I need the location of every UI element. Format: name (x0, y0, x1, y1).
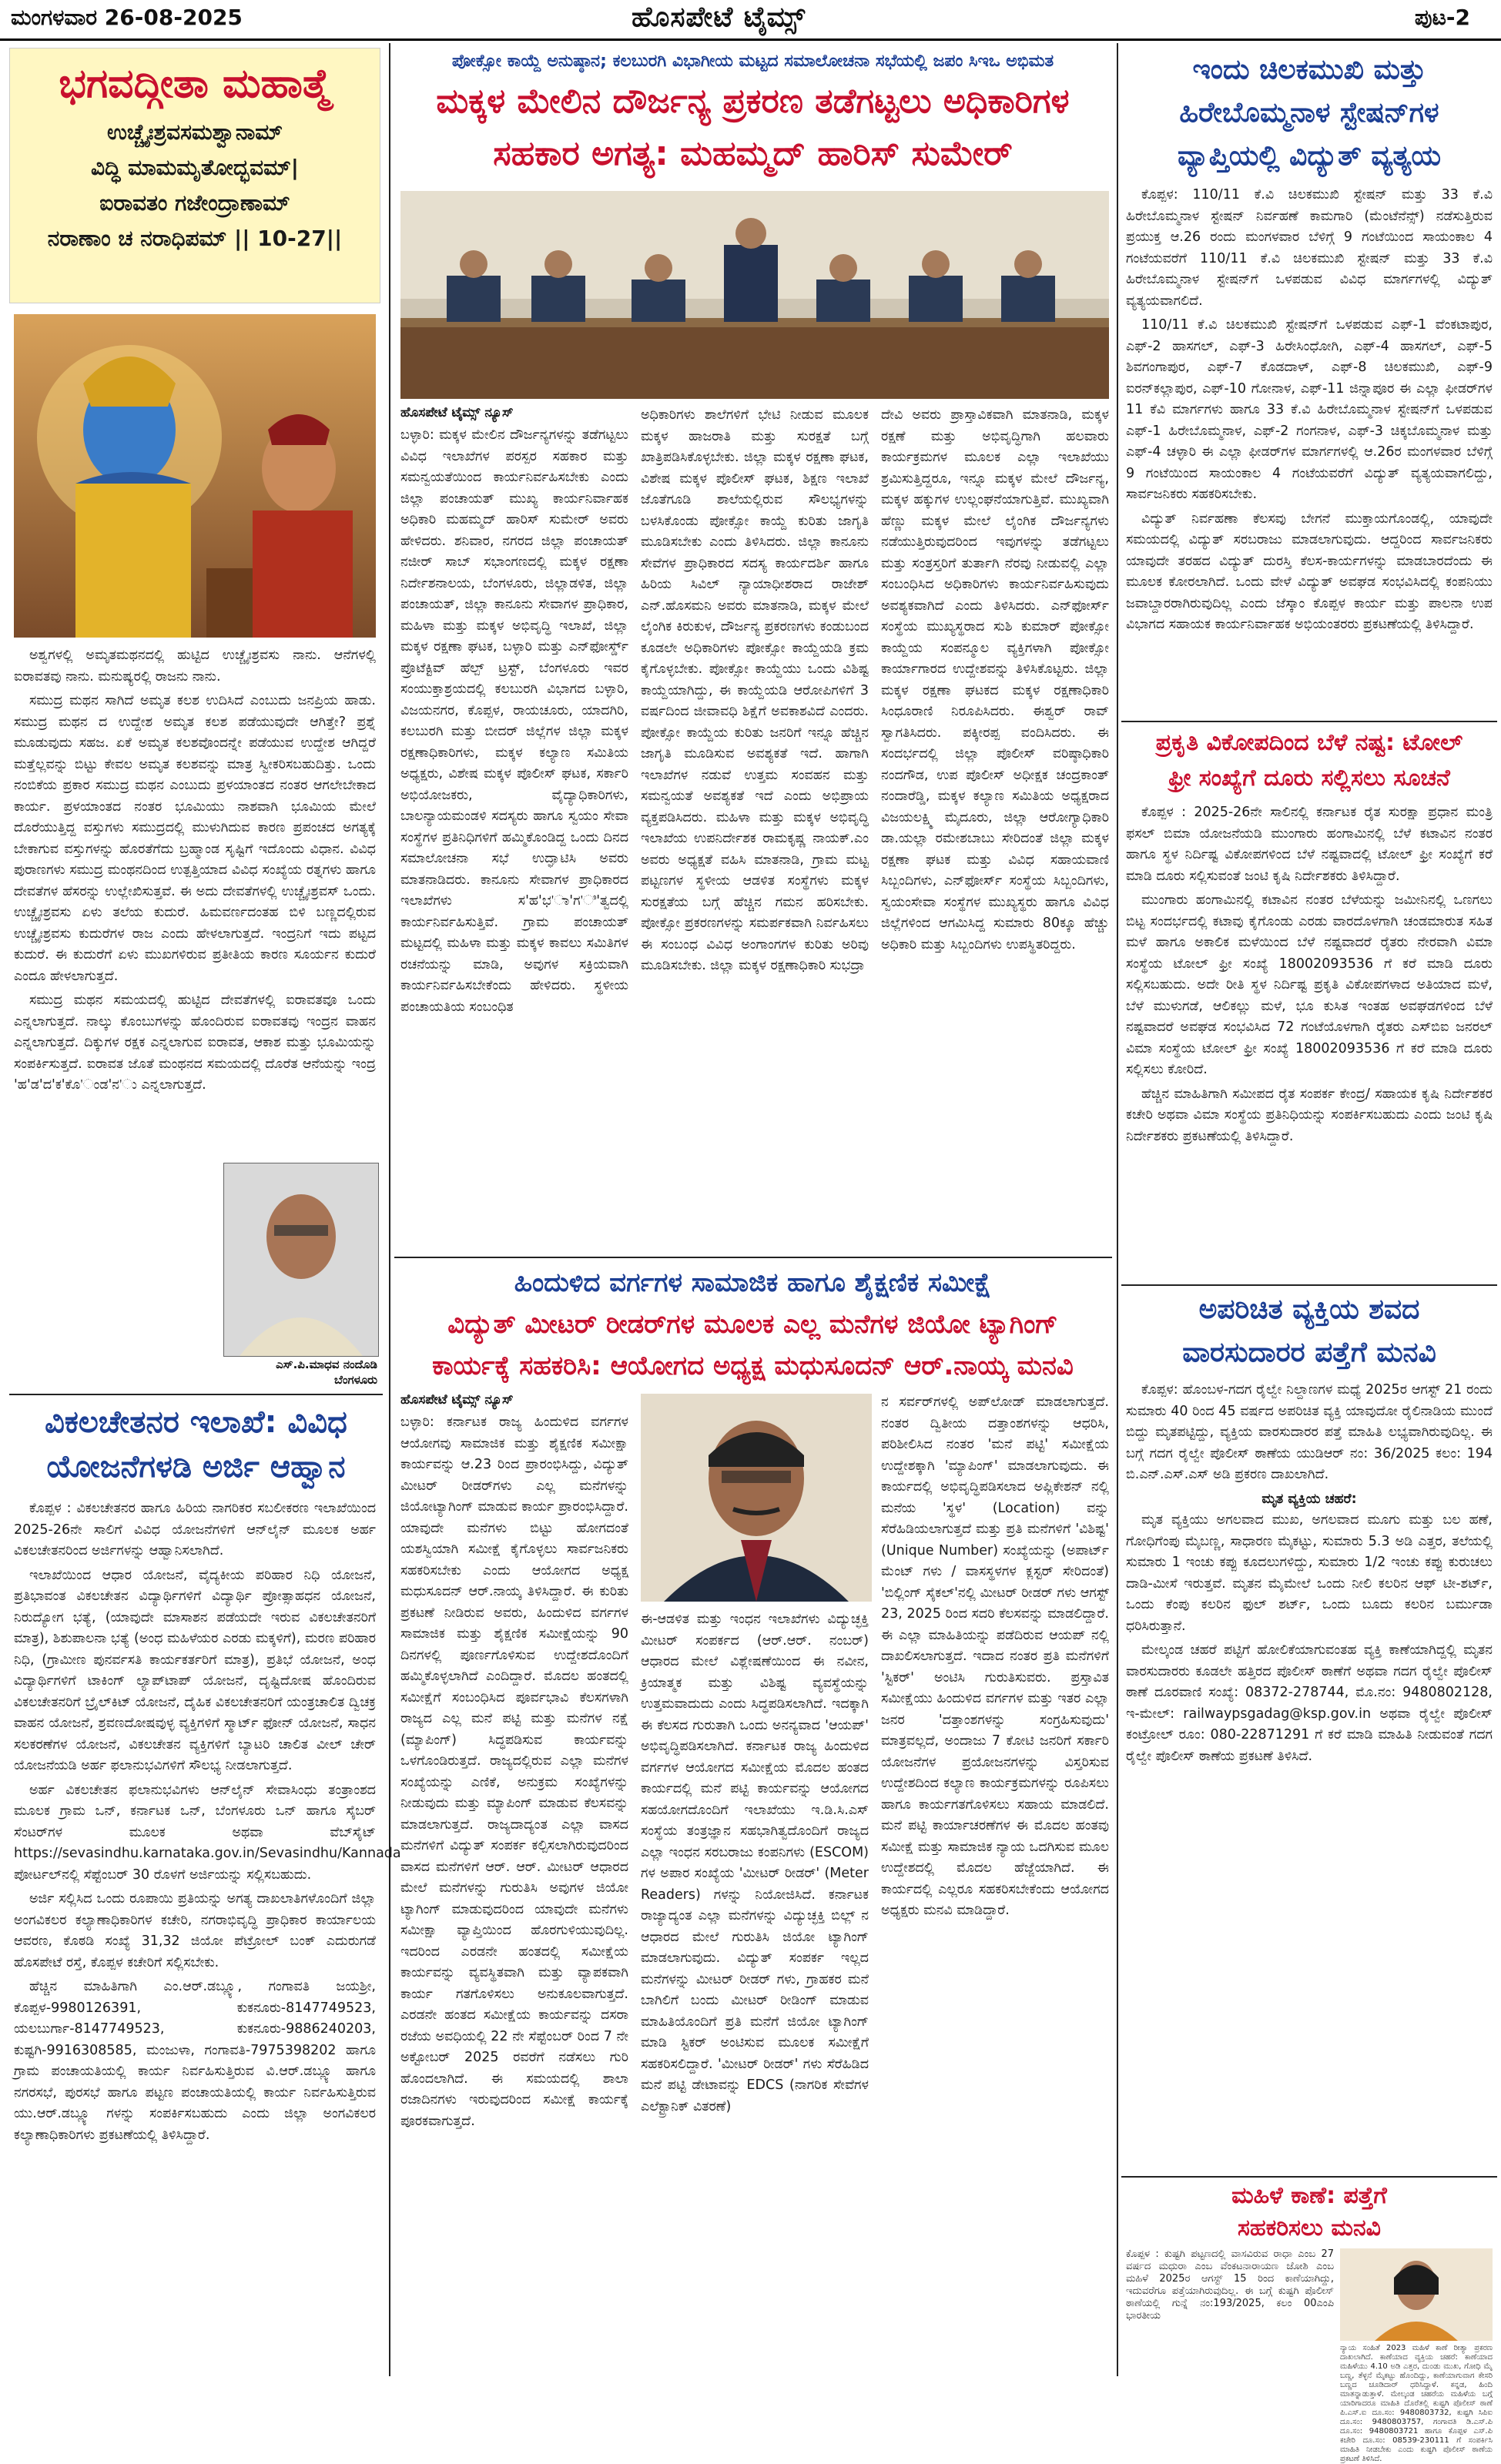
paragraph: ಕೊಪ್ಪಳ: 110/11 ಕೆ.ವಿ ಚಿಲಕಮುಖಿ ಸ್ಟೇಷನ್ ಮತ್ತು 33 ಕೆ.ವಿ ಹಿರೇಬೊಮ್ಮನಾಳ ಸ್ಟೇಷನ್ ನಿರ್ವಹಣೆ ಕಾಮಗಾರಿ (ಮೆಂಟೆನೆನ್ಸ್) ನಡೆಸುತ್ತಿರುವ ಪ್ರಯುಕ್ತ ಆ.26 ರಂದು ಮಂಗಳವಾರ ಬೆಳಿಗ್ಗೆ 9 ಗಂಟೆಯಿಂದ ಸಾಯಂಕಾಲ 4 ಗಂಟೆಯವರೆಗೆ 110/11 ಕೆ.ವಿ ಚಿಲಕಮುಖಿ ಸ್ಟೇಷನ್ ಮತ್ತು 33 ಕೆ.ವಿ ಹಿರೇಬೊಮ್ಮನಾಳ ಸ್ಟೇಷನ್‌ಗೆ ಒಳಪಡುವ ವಿವಿಧ ಮಾರ್ಗಗಳಲ್ಲಿ ವಿದ್ಯುತ್ ವ್ಯತ್ಯಯವಾಗಲಿದೆ. (1126, 187, 1493, 309)
section-divider (394, 1257, 1112, 1258)
unknown-body-text (1126, 1380, 1493, 2173)
verse-line: ಉಚ್ಚೈಃಶ್ರವಸಮಶ್ವಾನಾಮ್ (106, 119, 283, 145)
geotag-byline: ಹೊಸಪೇಟೆ ಟೈಮ್ಸ್ ನ್ಯೂಸ್ (400, 1392, 514, 1408)
power-cut-title-1: ಇಂದು ಚಿಲಕಮುಖಿ ಮತ್ತು (1192, 54, 1426, 85)
column-rule (389, 43, 390, 2376)
paragraph: ಇಲಾಖೆಯಿಂದ ಆಧಾರ ಯೋಜನೆ, ವೈದ್ಯಕೀಯ ಪರಿಹಾರ ನಿಧಿ ಯೋಜನೆ, ಪ್ರತಿಭಾವಂತ ವಿಕಲಚೇತನ ವಿದ್ಯಾರ್ಥಿಗಳಿಗೆ ವಿದ್ಯಾರ್ಥಿ ಪ್ರೋತ್ಸಾಹಧನ ಯೋಜನೆ, ನಿರುದ್ಯೋಗ ಭತ್ಯೆ, (ಯಾವುದೇ ಮಾಸಾಶನ ಪಡೆಯದೇ ಇರುವ ವಿಕಲಚೇತನರಿಗೆ ಮಾತ್ರ), ಶಿಶುಪಾಲನಾ ಭತ್ಯೆ (ಅಂಧ ಮಹಿಳೆಯರ ಎರಡು ಮಕ್ಕಳಿಗೆ), ಮರಣ ಪರಿಹಾರ ನಿಧಿ, (ಗ್ರಾಮೀಣ ಪುನರ್ವಸತಿ ಕಾರ್ಯಕರ್ತರಿಗೆ ಮಾತ್ರ), ಪ್ರತಿಭೆ ಯೋಜನೆ, ಅಂಧ ವಿದ್ಯಾರ್ಥಿಗಳಿಗೆ ಟಾಕಿಂಗ್ ಲ್ಯಾಪ್‌ಟಾಪ್ ಯೋಜನೆ, ದೃಷ್ಟಿದೋಷ ಹೊಂದಿರುವ ವಿಕಲಚೇತನರಿಗೆ ಬ್ರೈಲ್‌ಕಿಟ್ ಯೋಜನೆ, ದೈಹಿಕ ವಿಕಲಚೇತನರಿಗೆ ಯಂತ್ರಚಾಲಿತ ದ್ವಿಚಕ್ರ ವಾಹನ ಯೋಜನೆ, ಶ್ರವಣದೋಷವುಳ್ಳ ವ್ಯಕ್ತಿಗಳಿಗೆ ಸ್ಮಾರ್ಟ್ ಫೋನ್ ಯೋಜನೆ, ಸಾಧನ ಸಲಕರಣೆಗಳ ಯೋಜನೆ, ವಿಕಲಚೇತನ ವ್ಯಕ್ತಿಗಳಿಗೆ ಬ್ಯಾಟರಿ ಚಾಲಿತ ವೀಲ್ ಚೇರ್ ಯೋಜನೆಯಡಿ ಅರ್ಹ ಫಲಾನುಭವಿಗಳಿಗೆ ಸೌಲಭ್ಯ ನೀಡಲಾಗುತ್ತದೆ. (14, 1567, 376, 1773)
masthead: ಹೊಸಪೇಟೆ ಟೈಮ್ಸ್ (632, 2, 806, 33)
paragraph: ಮೃತ ವ್ಯಕ್ತಿಯು ಅಗಲವಾದ ಮುಖ, ಅಗಲವಾದ ಮೂಗು ಮತ್ತು ಬಲ ಹಣೆ, ಗೋಧಿಗೆಂಪು ಮೈಬಣ್ಣ, ಸಾಧಾರಣ ಮೈಕಟ್ಟು, ಸುಮಾರು 5.3 ಅಡಿ ಎತ್ತರ, ತಲೆಯಲ್ಲಿ ಸುಮಾರು 1 ಇಂಚು ಕಪ್ಪು ಕೂದಲುಗಳಿದ್ದು, ಸುಮಾರು 1/2 ಇಂಚು ಕಪ್ಪು ಕುರುಚಲು ದಾಡಿ-ಮೀಸೆ ಇರುತ್ತವೆ. ಮೃತನ ಮೈಮೇಲೆ ಒಂದು ನೀಲಿ ಕಲರಿನ ಆಫ್ ಟೀ-ಶರ್ಟ್, ಒಂದು ಕೆಂಪು ಕಲರಿನ ಫುಲ್ ಶರ್ಟ್, ಒಂದು ಬೂದು ಕಲರಿನ ಬರ್ಮುಡಾ ಧರಿಸಿರುತ್ತಾನೆ. (1126, 1512, 1493, 1634)
section-label: ಮೃತ ವ್ಯಕ್ತಿಯ ಚಹರೆ: (1261, 1491, 1357, 1507)
missing-woman-photo (1340, 2248, 1493, 2341)
page-header (0, 0, 1501, 41)
paragraph: ಕೊಪ್ಪಳ: ಹೊಂಬಳ-ಗದಗ ರೈಲ್ವೇ ನಿಲ್ದಾಣಗಳ ಮಧ್ಯೆ 2025ರ ಆಗಸ್ಟ್ 21 ರಂದು ಸುಮಾರು 40 ರಿಂದ 45 ವರ್ಷದ ಅಪರಿಚಿತ ವ್ಯಕ್ತಿ ಯಾವುದೋ ರೈಲಿನಾಡಿಯ ಮುಂದೆ ಬಿದ್ದು ಮೃತಪಟ್ಟಿದ್ದು, ವ್ಯಕ್ತಿಯ ವಾರಸುದಾರರ ಪತ್ತೆ ಮಾಹಿತಿ ಲಭ್ಯವಾಗಿರುವುದಿಲ್ಲ. ಈ ಬಗ್ಗೆ ಗದಗ ರೈಲ್ವೇ ಪೊಲೀಸ್ ಠಾಣೆಯ ಯುಡಿಆರ್ ನಂ: 36/2025 ಕಲಂ: 194 ಬಿ.ಎನ್.ಎಸ್.ಎಸ್ ಅಡಿ ಪ್ರಕರಣ ದಾಖಲಾಗಿದೆ. (1126, 1382, 1493, 1482)
crop-insurance-title-2: ಫ್ರೀ ಸಂಖ್ಯೆಗೆ ದೂರು ಸಲ್ಲಿಸಲು ಸೂಚನೆ (1168, 765, 1450, 792)
gita-verse (10, 115, 380, 256)
paragraph: ಹೆಚ್ಚಿನ ಮಾಹಿತಿಗಾಗಿ ಎಂ.ಆರ್.ಡಬ್ಲ್ಯೂ, ಗಂಗಾವತಿ ಜಯಶ್ರೀ, ಕೊಪ್ಪಳ-9980126391, ಕುಕನೂರು-8147749523, ಯಲಬುರ್ಗಾ-8147749523, ಕುಕನೂರು-9886240203, ಕುಷ್ಟಗಿ-9916308585, ಮಂಜುಳಾ, ಗಂಗಾವತಿ-7975398202 ಹಾಗೂ ಗ್ರಾಮ ಪಂಚಾಯತಿಯಲ್ಲಿ ಕಾರ್ಯ ನಿರ್ವಹಿಸುತ್ತಿರುವ ವಿ.ಆರ್.ಡಬ್ಲ್ಯೂ ಹಾಗೂ ನಗರಸಭೆ, ಪುರಸಭೆ ಹಾಗೂ ಪಟ್ಟಣ ಪಂಚಾಯತಿಯಲ್ಲಿ ಕಾರ್ಯ ನಿರ್ವಹಿಸುತ್ತಿರುವ ಯು.ಆರ್.ಡಬ್ಲ್ಯೂ ಗಳನ್ನು ಸಂಪರ್ಕಿಸಬಹುದು ಎಂದು ಜಿಲ್ಲಾ ಅಂಗವಿಕಲರ ಕಲ್ಯಾಣಾಧಿಕಾರಿಗಳು ಪ್ರಕಟಣೆಯಲ್ಲಿ ತಿಳಿಸಿದ್ದಾರೆ. (14, 1979, 376, 2143)
child-abuse-col-2: ಅಧಿಕಾರಿಗಳು ಶಾಲೆಗಳಿಗೆ ಭೇಟಿ ನೀಡುವ ಮೂಲಕ ಮಕ್ಕಳ ಹಾಜರಾತಿ ಮತ್ತು ಸುರಕ್ಷತೆ ಬಗ್ಗೆ ಖಾತ್ರಿಪಡಿಸಿಕೊಳ್ಳಬೇಕು. ಜಿಲ್ಲಾ ಮಕ್ಕಳ ರಕ್ಷಣಾ ಘಟಕ, ವಿಶೇಷ ಮಕ್ಕಳ ಪೊಲೀಸ್ ಘಟಕ, ಶಿಕ್ಷಣ ಇಲಾಖೆ ಜೊತೆಗೂಡಿ ಶಾಲೆಯಲ್ಲಿರುವ ಸೌಲಭ್ಯಗಳನ್ನು ಬಳಸಿಕೊಂಡು ಪೋಕ್ಸೋ ಕಾಯ್ದೆ ಕುರಿತು ಜಾಗೃತಿ ಮೂಡಿಸಬೇಕು ಎಂದು ತಿಳಿಸಿದರು. ಜಿಲ್ಲಾ ಕಾನೂನು ಸೇವೆಗಳ ಪ್ರಾಧಿಕಾರದ ಸದಸ್ಯ ಕಾರ್ಯದರ್ಶಿ ಹಾಗೂ ಹಿರಿಯ ಸಿವಿಲ್ ನ್ಯಾಯಾಧೀಶರಾದ ರಾಜೇಶ್ ಎನ್.ಹೊಸಮನಿ ಅವರು ಮಾತನಾಡಿ, ಮಕ್ಕಳ ಮೇಲೆ ಲೈಂಗಿಕ ಕಿರುಕುಳ, ದೌರ್ಜನ್ಯ ಪ್ರಕರಣಗಳು ಕಂಡುಬಂದ ಕೂಡಲೇ ಅಧಿಕಾರಿಗಳು ಪೋಕ್ಸೋ ಕಾಯ್ದೆಯಡಿ ಕ್ರಮ ಕೈಗೊಳ್ಳಬೇಕು. ಪೋಕ್ಸೋ ಕಾಯ್ದೆಯು ಒಂದು ವಿಶಿಷ್ಟ ಕಾಯ್ದೆಯಾಗಿದ್ದು, ಈ ಕಾಯ್ದೆಯಡಿ ಆರೋಪಿಗಳಿಗೆ 3 ವರ್ಷದಿಂದ ಜೀವಾವಧಿ ಶಿಕ್ಷೆಗೆ ಅವಕಾಶವಿದೆ ಎಂದರು. ಪೋಕ್ಸೋ ಕಾಯ್ದೆಯ ಕುರಿತು ಜನರಿಗೆ ಇನ್ನೂ ಹೆಚ್ಚಿನ ಜಾಗೃತಿ ಮೂಡಿಸುವ ಅವಶ್ಯಕತೆ ಇದೆ. ಹಾಗಾಗಿ ಇಲಾಖೆಗಳ ನಡುವೆ ಉತ್ತಮ ಸಂವಹನ ಮತ್ತು ಸಮನ್ವಯತೆ ಅವಶ್ಯಕತೆ ಇದೆ ಎಂದು ಅಭಿಪ್ರಾಯ ವ್ಯಕ್ತಪಡಿಸಿದರು. ಮಹಿಳಾ ಮತ್ತು ಮಕ್ಕಳ ಅಭಿವೃದ್ಧಿ ಇಲಾಖೆಯ ಉಪನಿರ್ದೇಶಕ ರಾಮಕೃಷ್ಣ ನಾಯಕ್.ಎಂ ಅವರು ಅಧ್ಯಕ್ಷತೆ ವಹಿಸಿ ಮಾತನಾಡಿ, ಗ್ರಾಮ ಮಟ್ಟ ಪಟ್ಟಣಗಳ ಸ್ಥಳೀಯ ಆಡಳಿತ ಸಂಸ್ಥೆಗಳು ಮಕ್ಕಳ ಸುರಕ್ಷತೆಯ ಬಗ್ಗೆ ಹೆಚ್ಚಿನ ಗಮನ ಹರಿಸಬೇಕು. ಪೋಕ್ಸೋ ಪ್ರಕರಣಗಳನ್ನು ಸಮರ್ಪಕವಾಗಿ ನಿರ್ವಹಿಸಲು ಈ ಸಂಬಂಧ ವಿವಿಧ ಅಂಗಾಂಗಗಳ ಕುರಿತು ಅರಿವು ಮೂಡಿಸಬೇಕು. ಜಿಲ್ಲಾ ಮಕ್ಕಳ ರಕ್ಷಣಾಧಿಕಾರಿ ಸುಭದ್ರಾ (641, 407, 869, 973)
power-cut-title-2: ಹಿರೇಬೊಮ್ಮನಾಳ ಸ್ಟೇಷನ್‌ಗಳ (1179, 97, 1439, 129)
missing-woman-body-rest: ನ್ಯಾಯ ಸಂಹಿತೆ 2023 ಮಹಿಳೆ ಕಾಣೆ ರೀತ್ಯಾ ಪ್ರಕರಣ ದಾಖಲಾಗಿದೆ. ಕಾಣೆಯಾದ ವ್ಯಕ್ತಿಯ ಚಹರೆ: ಕಾಣೆಯಾದ ಮಹಿಳೆಯು 4.10 ಅಡಿ ಎತ್ತರ, ದುಂಡು ಮುಖ, ಗೋಧಿ ಮೈ ಬಣ್ಣ, ತೆಳ್ಳನೆ ಮೈಕಟ್ಟು ಹೊಂದಿದ್ದು, ಕಾಣೆಯಾಗುವಾಗ ಕೇಸರಿ ಬಣ್ಣದ ಚೂಡಿದಾರ್ ಧರಿಸಿದ್ದಾಳೆ. ಕನ್ನಡ, ಹಿಂದಿ ಮಾತನ್ನಾಡುತ್ತಾಳೆ. ಮೇಲ್ಕಂಡ ಚಹರೆಯ ಮಹಿಳೆಯ ಬಗ್ಗೆ ಯಾರಿಗಾದರೂ ಮಾಹಿತಿ ದೊರೆತಲ್ಲಿ ಕುಷ್ಟಗಿ ಪೊಲೀಸ್ ಠಾಣೆ ಪಿ.ಎಸ್.ಐ ದೂ.ಸಂ: 9480803732, ಕುಷ್ಟಗಿ ಸಿಪಿಐ ದೂ.ಸಂ: 9480803757, ಗಂಗಾವತಿ ಡಿ.ಎಸ್.ಪಿ ದೂ.ಸಂ: 9480803721 ಹಾಗೂ ಕೊಪ್ಪಳ ಎಸ್.ಪಿ ಕಚೇರಿ ದೂ.ಸಂ: 08539-230111 ಗೆ ಸಂಪರ್ಕಿಸಿ ಮಾಹಿತಿ ನೀಡಬೇಕು ಎಂದು ಕುಷ್ಟಗಿ ಪೊಲೀಸ್ ಠಾಣೆಯ ಪ್ರಕಟಣೆ ತಿಳಿಸಿದೆ. (1340, 2344, 1493, 2463)
geotag-title-1: ಹಿಂದುಳಿದ ವರ್ಗಗಳ ಸಾಮಾಜಿಕ ಹಾಗೂ ಶೈಕ್ಷಣಿಕ ಸಮೀಕ್ಷೆ (514, 1267, 992, 1298)
missing-woman-title-2: ಸಹಕರಿಸಲು ಮನವಿ (1238, 2215, 1381, 2241)
section-divider (9, 1394, 383, 1395)
section-divider (1121, 721, 1497, 722)
paragraph: ಹೆಚ್ಚಿನ ಮಾಹಿತಿಗಾಗಿ ಸಮೀಪದ ರೈತ ಸಂಪರ್ಕ ಕೇಂದ್ರ/ ಸಹಾಯಕ ಕೃಷಿ ನಿರ್ದೇಶಕರ ಕಚೇರಿ ಅಥವಾ ವಿಮಾ ಸಂಸ್ಥೆಯ ಪ್ರತಿನಿಧಿಯನ್ನು ಸಂಪರ್ಕಿಸಬಹುದು ಎಂದು ಜಂಟಿ ಕೃಷಿ ನಿರ್ದೇಶಕರು ಪ್ರಕಟಣೆಯಲ್ಲಿ ತಿಳಿಸಿದ್ದಾರೆ. (1126, 1086, 1493, 1144)
verse-line: ಐರಾವತಂ ಗಜೇಂದ್ರಾಣಾಮ್ (99, 190, 290, 216)
gita-box (9, 48, 380, 303)
gita-article-body (14, 645, 376, 1153)
geotag-title-3: ಕಾರ್ಯಕ್ಕೆ ಸಹಕರಿಸಿ: ಆಯೋಗದ ಅಧ್ಯಕ್ಷ ಮಧುಸೂದನ್ ಆರ್.ನಾಯ್ಕ ಮನವಿ (432, 1351, 1074, 1381)
krishna-arjuna-illustration (14, 314, 376, 638)
author-photo (223, 1163, 379, 1357)
disabled-welfare-body (14, 1498, 401, 2376)
crop-insurance-title-1: ಪ್ರಕೃತಿ ವಿಕೋಪದಿಂದ ಬೆಳೆ ನಷ್ಟ: ಟೋಲ್ (1155, 729, 1463, 756)
column-rule (1117, 43, 1118, 2376)
unknown-body-title-1: ಅಪರಿಚಿತ ವ್ಯಕ್ತಿಯ ಶವದ (1198, 1294, 1420, 1325)
paragraph: ಮೇಲ್ಕಂಡ ಚಹರೆ ಪಟ್ಟಿಗೆ ಹೋಲಿಕೆಯಾಗುವಂತಹ ವ್ಯಕ್ತಿ ಕಾಣೆಯಾಗಿದ್ದಲ್ಲಿ ಮೃತನ ವಾರಸುದಾರರು ಕೂಡಲೇ ಹತ್ತಿರದ ಪೊಲೀಸ್ ಠಾಣೆಗೆ ಅಥವಾ ಗದಗ ರೈಲ್ವೇ ಪೊಲೀಸ್ ಠಾಣೆ ದೂರವಾಣಿ ಸಂಖ್ಯೆ: 08372-278744, ಮೊ.ನಂ: 9480802128, ಇ-ಮೇಲ್: railwaypsgadag@ksp.gov.in ಅಥವಾ ರೈಲ್ವೇ ಪೊಲೀಸ್ ಕಂಟ್ರೋಲ್ ರೂಂ: 080-22871291 ಗೆ ಕರೆ ಮಾಡಿ ಮಾಹಿತಿ ನೀಡುವಂತೆ ಗದಗ ರೈಲ್ವೇ ಪೊಲೀಸ್ ಠಾಣೆಯ ಪ್ರಕಟಣೆ ತಿಳಿಸಿದೆ. (1126, 1642, 1493, 1764)
geotag-col-2: ಈ-ಆಡಳಿತ ಮತ್ತು ಇಂಧನ ಇಲಾಖೆಗಳು ವಿದ್ಯುಚ್ಛಕ್ತಿ ಮೀಟರ್ ಸಂಪರ್ಕದ (ಆರ್.ಆರ್. ನಂಬರ್) ಆಧಾರದ ಮೇಲೆ ವಿಶ್ಲೇಷಣೆಯಿಂದ ಈ ನವೀನ, ಕ್ರಿಯಾತ್ಮಕ ಮತ್ತು ವಿಶಿಷ್ಟ ವ್ಯವಸ್ಥೆಯನ್ನು ಉತ್ತಮವಾದುದು ಎಂದು ಸಿದ್ಧಪಡಿಸಲಾಗಿದೆ. ಇದಕ್ಕಾಗಿ ಈ ಕೆಲಸದ ಗುರುತಾಗಿ ಒಂದು ಅನನ್ಯವಾದ 'ಆಯಪ್' ಅಭಿವೃದ್ಧಿಪಡಿಸಲಾಗಿದೆ. ಕರ್ನಾಟಕ ರಾಜ್ಯ ಹಿಂದುಳಿದ ವರ್ಗಗಳ ಆಯೋಗದ ಸಮೀಕ್ಷೆಯ ಮೊದಲ ಹಂತದ ಕಾರ್ಯದಲ್ಲಿ ಮನೆ ಪಟ್ಟಿ ಕಾರ್ಯವನ್ನು ಆಯೋಗದ ಸಹಯೋಗದೊಂದಿಗೆ ಇಲಾಖೆಯು ಇ.ಡಿ.ಸಿ.ಎಸ್ ಸಂಸ್ಥೆಯ ತಂತ್ರಜ್ಞಾನ ಸಹಭಾಗಿತ್ವದೊಂದಿಗೆ ರಾಜ್ಯದ ಎಲ್ಲಾ ಇಂಧನ ಸರಬರಾಜು ಕಂಪನಿಗಳು (ESCOM) ಗಳ ಅಪಾರ ಸಂಖ್ಯೆಯ 'ಮೀಟರ್ ರೀಡರ್' (Meter Readers) ಗಳನ್ನು ನಿಯೋಜಿಸಿದೆ. ಕರ್ನಾಟಕ ರಾಜ್ಯಾದ್ಯಂತ ಎಲ್ಲಾ ಮನೆಗಳನ್ನು ವಿದ್ಯುಚ್ಛಕ್ತಿ ಬಿಲ್ಲ್ ನ ಆಧಾರದ ಮೇಲೆ ಗುರುತಿಸಿ ಜಿಯೋ ಟ್ಯಾಗಿಂಗ್ ಮಾಡಲಾಗುವುದು. ವಿದ್ಯುತ್ ಸಂಪರ್ಕ ಇಲ್ಲದ ಮನೆಗಳನ್ನು ಮೀಟರ್ ರೀಡರ್ ಗಳು, ಗ್ರಾಹಕರ ಮನೆ ಬಾಗಿಲಿಗೆ ಬಂದು ಮೀಟರ್ ರೀಡಿಂಗ್ ಮಾಡುವ ಮಾಹಿತಿಯೊಂದಿಗೆ ಪ್ರತಿ ಮನೆಗೆ ಜಿಯೋ ಟ್ಯಾಗಿಂಗ್ ಮಾಡಿ ಸ್ಟಿಕರ್ ಅಂಟಿಸುವ ಮೂಲಕ ಸಮೀಕ್ಷೆಗೆ ಸಹಕರಿಸಲಿದ್ದಾರೆ. 'ಮೀಟರ್ ರೀಡರ್' ಗಳು ಸೆರೆಹಿಡಿದ ಮನೆ ಪಟ್ಟಿ ಡೇಟಾವನ್ನು EDCS (ನಾಗರಿಕ ಸೇವೆಗಳ ಎಲೆಕ್ಟ್ರಾನಿಕ್ ವಿತರಣೆ) (641, 1612, 869, 2114)
paragraph: ಸಮುದ್ರ ಮಥನ ಸಮಯದಲ್ಲಿ ಹುಟ್ಟಿದ ದೇವತೆಗಳಲ್ಲಿ ಐರಾವತವೂ ಒಂದು ಎನ್ನಲಾಗುತ್ತದೆ. ನಾಲ್ಕು ಕೊಂಬುಗಳನ್ನು ಹೊಂದಿರುವ ಐರಾವತವು ಇಂದ್ರನ ವಾಹನ ಎನ್ನಲಾಗುತ್ತದೆ. ದಿಕ್ಕುಗಳ ರಕ್ಷಕ ಎನ್ನಲಾಗುವ ಐರಾವತ, ಆಕಾಶ ಮತ್ತು ಭೂಮಿಯನ್ನು ಸಂಪರ್ಕಿಸುತ್ತದೆ. ಐರಾವತ ಜೊತೆ ಮಂಥನದ ಸಮಯದಲ್ಲಿ ದೊರೆತ ಆನೆಯನ್ನು ಇಂದ್ರ 'ಹ'ಡ'ದ'ಕ'ಕೊ'ಂಡ'ನ'ು ಎನ್ನಲಾಗುತ್ತದೆ. (14, 993, 376, 1093)
paragraph: ಸಮುದ್ರ ಮಥನ ಸಾಗಿದೆ ಅಮೃತ ಕಲಶ ಉದಿಸಿದೆ ಎಂಬುದು ಜನಪ್ರಿಯ ಹಾಡು. ಸಮುದ್ರ ಮಥನ ದ ಉದ್ದೇಶ ಅಮೃತ ಕಲಶ ಪಡೆಯುವುದೇ ಆಗಿತ್ತೇ? ಪ್ರಶ್ನೆ ಮೂಡುವುದು ಸಹಜ. ಏಕೆ ಅಮೃತ ಕಲಶವೊಂದನ್ನೇ ಪಡೆಯುವ ಉದ್ದೇಶ ಆಗಿದ್ದರೆ ಮತ್ತೆಲ್ಲವನ್ನು ಬಿಟ್ಟು ಕೇವಲ ಅಮೃತ ಕಲಶವನ್ನು ಮಾತ್ರ ಸ್ವೀಕರಿಸಬಹುದಿತ್ತು. ಒಂದು ನಂಬಿಕೆಯ ಪ್ರಕಾರ ಸಮುದ್ರ ಮಥನ ಎಂಬುದು ಪ್ರಳಯಾಂತದ ನಂತರ ಆಗಲೇಬೇಕಾದ ಕಾರ್ಯ. ಪ್ರಳಯಾಂತದ ನಂತರ ಭೂಮಿಯು ನಾಶವಾಗಿ ಭೂಮಿಯ ಮೇಲೆ ದೊರೆಯುತ್ತಿದ್ದ ವಸ್ತುಗಳು ಸಮುದ್ರದಲ್ಲಿ ಮುಳುಗಿದುವ ಕಾರಣ ಪ್ರಪಂಚದ ಅಗತ್ಯಕ್ಕೆ ಬೇಕಾಗುವ ವಸ್ತುಗಳನ್ನು ಹೊರತೆಗೆದು ಬ್ರಹ್ಮಾಂಡ ಸೃಷ್ಟಿಗೆ ಇದೊಂದು ವಿಧಾನ. ವಿವಿಧ ಪುರಾಣಗಳು ಸಮುದ್ರ ಮಂಥನದಿಂದ ಉತ್ಪತ್ತಿಯಾದ ವಿವಿಧ ಸಂಖ್ಯೆಯ ರತ್ನಗಳು ಹಾಗೂ ದೇವತೆಗಳ ಹೆಸರನ್ನು ಉಲ್ಲೇಖಿಸುತ್ತವೆ. ಈ ಅದು ದೇವತೆಗಳಲ್ಲಿ ಉಚ್ಚೈಃಶ್ರವಸ್ ಒಂದು. ಉಚ್ಚೈಃಶ್ರವಸು ಏಳು ತಲೆಯ ಕುದುರೆ. ಹಿಮವರ್ಣದಂತಹ ಬಿಳಿ ಬಣ್ಣದಲ್ಲಿರುವ ಉಚ್ಚೈಃಶ್ರವಸು ಕುದುರೆಗಳ ರಾಜ ಎಂದು ಹೇಳಲಾಗುತ್ತದೆ. ಇಂದ್ರನಿಗೆ ಇದು ಪಟ್ಟದ ಕುದುರೆ. ಈ ಕುದುರೆಗೆ ಏಳು ಮುಖಗಳಿರುವ ಪ್ರತೀತಿಯ ಕಾರಣ ಸೂರ್ಯನ ಕುದುರೆ ಎಂದೂ ಹೇಳಲಾಗುತ್ತದೆ. (14, 693, 376, 984)
geotag-col-3: ನ ಸರ್ವರ್‌ಗಳಲ್ಲಿ ಅಪ್‌ಲೋಡ್ ಮಾಡಲಾಗುತ್ತದೆ. ನಂತರ ದ್ವಿತೀಯ ದತ್ತಾಂಶಗಳನ್ನು ಆಧರಿಸಿ, ಪರಿಶೀಲಿಸಿದ ನಂತರ 'ಮನೆ ಪಟ್ಟಿ' ಸಮೀಕ್ಷೆಯ ಉದ್ದೇಶಕ್ಕಾಗಿ 'ಮ್ಯಾಪಿಂಗ್' ಮಾಡಲಾಗುವುದು. ಈ ಕಾರ್ಯದಲ್ಲಿ ಅಭಿವೃದ್ಧಿಪಡಿಸಲಾದ ಅಪ್ಲಿಕೇಶನ್ ನಲ್ಲಿ ಮನೆಯ 'ಸ್ಥಳ' (Location) ವನ್ನು ಸೆರೆಹಿಡಿಯಲಾಗುತ್ತದೆ ಮತ್ತು ಪ್ರತಿ ಮನೆಗಳಿಗೆ 'ವಿಶಿಷ್ಟ' (Unique Number) ಸಂಖ್ಯೆಯನ್ನು (ಅಪಾರ್ಟ್ ಮೆಂಟ್ ಗಳು / ವಾಸಸ್ಥಳಗಳ ಕ್ಲಸ್ಟರ್ ಸೇರಿದಂತೆ) 'ಬಿಲ್ಲಿಂಗ್ ಸೈಕಲ್'ನಲ್ಲಿ ಮೀಟರ್ ರೀಡರ್ ಗಳು ಆಗಸ್ಟ್ 23, 2025 ರಿಂದ ಸದರಿ ಕೆಲಸವನ್ನು ಮಾಡಲಿದ್ದಾರೆ. ಈ ಎಲ್ಲಾ ಮಾಹಿತಿಯನ್ನು ಪಡೆದಿರುವ ಆಯಪ್ ನಲ್ಲಿ ದಾಖಲಿಸಲಾಗುತ್ತದೆ. ಇದಾದ ನಂತರ ಪ್ರತಿ ಮನೆಗಳಿಗೆ 'ಸ್ಟಿಕರ್' ಅಂಟಿಸಿ ಗುರುತಿಸುವರು. ಪ್ರಸ್ತಾವಿತ ಸಮೀಕ್ಷೆಯು ಹಿಂದುಳಿದ ವರ್ಗಗಳ ಮತ್ತು ಇತರ ಎಲ್ಲಾ ಜನರ 'ದತ್ತಾಂಶಗಳನ್ನು ಸಂಗ್ರಹಿಸುವುದು' ಮಾತ್ರವಲ್ಲದೆ, ಅಂದಾಜು 7 ಕೋಟಿ ಜನರಿಗೆ ಸರ್ಕಾರಿ ಯೋಜನೆಗಳ ಪ್ರಯೋಜನಗಳನ್ನು ವಿಸ್ತರಿಸುವ ಉದ್ದೇಶದಿಂದ ಕಲ್ಯಾಣ ಕಾರ್ಯಕ್ರಮಗಳನ್ನು ರೂಪಿಸಲು ಹಾಗೂ ಕಾರ್ಯಗತಗೊಳಿಸಲು ಸಹಾಯ ಮಾಡಲಿದೆ. ಮನೆ ಪಟ್ಟಿ ಕಾರ್ಯಾಚರಣೆಗಳ ಈ ಮೊದಲ ಹಂತವು ಸಮೀಕ್ಷೆ ಮತ್ತು ಸಾಮಾಜಿಕ ನ್ಯಾಯ ಒದಗಿಸುವ ಮೂಲ ಉದ್ದೇಶದಲ್ಲಿ ಮೊದಲ ಹೆಜ್ಜೆಯಾಗಿದೆ. ಈ ಕಾರ್ಯದಲ್ಲಿ ಎಲ್ಲರೂ ಸಹಕರಿಸಬೇಕೆಂದು ಆಯೋಗದ ಅಧ್ಯಕ್ಷರು ಮನವಿ ಮಾಡಿದ್ದಾರೆ. (881, 1394, 1110, 1918)
paragraph: ವಿದ್ಯುತ್ ನಿರ್ವಹಣಾ ಕೆಲಸವು ಬೇಗನೆ ಮುಕ್ತಾಯಗೊಂಡಲ್ಲಿ, ಯಾವುದೇ ಸಮಯದಲ್ಲಿ ವಿದ್ಯುತ್ ಸರಬರಾಜು ಮಾಡಲಾಗುವುದು. ಆದ್ದರಿಂದ ಸಾರ್ವಜನಿಕರು ಯಾವುದೇ ತರಹದ ವಿದ್ಯುತ್ ದುರಸ್ತಿ ಕೆಲಸ-ಕಾರ್ಯಗಳನ್ನು ಮಾಡಬಾರದೆಂದು ಈ ಮೂಲಕ ಕೋರಲಾಗಿದೆ. ಒಂದು ವೇಳೆ ವಿದ್ಯುತ್ ಅವಘಡ ಸಂಭವಿಸಿದಲ್ಲಿ ಕಂಪನಿಯು ಜವಾಬ್ದಾರರಾಗಿರುವುದಿಲ್ಲ ಎಂದು ಜೆಸ್ಕಾಂ ಕೊಪ್ಪಳ ಕಾರ್ಯ ಮತ್ತು ಪಾಲನಾ ಉಪ ವಿಭಾಗದ ಸಹಾಯಕ ಕಾರ್ಯನಿರ್ವಾಹಕ ಅಭಿಯಂತರರು ಪ್ರಕಟಣೆಯಲ್ಲಿ ತಿಳಿಸಿದ್ದಾರೆ. (1126, 511, 1493, 632)
geotag-title-2: ವಿದ್ಯುತ್ ಮೀಟರ್ ರೀಡರ್‌ಗಳ ಮೂಲಕ ಎಲ್ಲ ಮನೆಗಳ ಜಿಯೋ ಟ್ಯಾಗಿಂಗ್ (447, 1309, 1058, 1340)
missing-woman-body-top: ಕೊಪ್ಪಳ : ಕುಷ್ಟಗಿ ಪಟ್ಟಣದಲ್ಲಿ ವಾಸವಿರುವ ರಾಧಾ ಎಂಬ 27 ವರ್ಷದ ಮಧುರಾ ಎಂಬ ವೆಂಕಟನಾರಾಯಣ ಜೋಶಿ ಎಂಬ ಮಹಿಳೆ 2025ರ ಆಗಸ್ಟ್ 15 ರಿಂದ ಕಾಣೆಯಾಗಿದ್ದು, ಇದುವರೆಗೂ ಪತ್ತೆಯಾಗಿರುವುದಿಲ್ಲ. ಈ ಬಗ್ಗೆ ಕುಷ್ಟಗಿ ಪೊಲೀಸ್ ಠಾಣೆಯಲ್ಲಿ ಗುನ್ನೆ ನಂ:193/2025, ಕಲಂ 00ಎಂಪಿ ಭಾರತೀಯ (1126, 2248, 1334, 2322)
paragraph: ಕೊಪ್ಪಳ : ವಿಕಲಚೇತನರ ಹಾಗೂ ಹಿರಿಯ ನಾಗರಿಕರ ಸಬಲೀಕರಣ ಇಲಾಖೆಯಿಂದ 2025-26ನೇ ಸಾಲಿಗೆ ವಿವಿಧ ಯೋಜನೆಗಳಿಗೆ ಆನ್‌ಲೈನ್ ಮೂಲಕ ಅರ್ಹ ವಿಕಲಚೇತನರಿಂದ ಅರ್ಜಿಗಳನ್ನು ಆಹ್ವಾನಿಸಲಾಗಿದೆ. (14, 1501, 376, 1558)
author-caption: ಎಸ್.ಪಿ.ಮಾಧವ ನಂದೊಡಿ ಬೆಂಗಳೂರು (276, 1358, 377, 1387)
child-abuse-title-1: ಮಕ್ಕಳ ಮೇಲಿನ ದೌರ್ಜನ್ಯ ಪ್ರಕರಣ ತಡೆಗಟ್ಟಲು ಅಧಿಕಾರಿಗಳ (436, 82, 1070, 121)
child-abuse-title-2: ಸಹಕಾರ ಅಗತ್ಯ: ಮಹಮ್ಮದ್ ಹಾರಿಸ್ ಸುಮೇರ್ (493, 134, 1013, 173)
geotag-col-1: ಬಳ್ಳಾರಿ: ಕರ್ನಾಟಕ ರಾಜ್ಯ ಹಿಂದುಳಿದ ವರ್ಗಗಳ ಆಯೋಗವು ಸಾಮಾಜಿಕ ಮತ್ತು ಶೈಕ್ಷಣಿಕ ಸಮೀಕ್ಷಾ ಕಾರ್ಯವನ್ನು ಆ.23 ರಿಂದ ಪ್ರಾರಂಭಿಸಿದ್ದು, ವಿದ್ಯುತ್ ಮೀಟರ್ ರೀಡರ್‌ಗಳು ಎಲ್ಲ ಮನೆಗಳನ್ನು ಜಿಯೋಟ್ಯಾಗಿಂಗ್ ಮಾಡುವ ಕಾರ್ಯ ಪ್ರಾರಂಭಿಸಿದ್ದಾರೆ. ಯಾವುದೇ ಮನೆಗಳು ಬಿಟ್ಟು ಹೋಗದಂತೆ ಯಶಸ್ವಿಯಾಗಿ ಸಮೀಕ್ಷೆ ಕೈಗೊಳ್ಳಲು ಸಾರ್ವಜನಿಕರು ಸಹಕರಿಸಬೇಕು ಎಂದು ಆಯೋಗದ ಅಧ್ಯಕ್ಷ ಮಧುಸೂದನ್ ಆರ್.ನಾಯ್ಕ ತಿಳಿಸಿದ್ದಾರೆ. ಈ ಕುರಿತು ಪ್ರಕಟಣೆ ನೀಡಿರುವ ಅವರು, ಹಿಂದುಳಿದ ವರ್ಗಗಳ ಸಾಮಾಜಿಕ ಮತ್ತು ಶೈಕ್ಷಣಿಕ ಸಮೀಕ್ಷೆಯನ್ನು 90 ದಿನಗಳಲ್ಲಿ ಪೂರ್ಣಗೊಳಿಸುವ ಉದ್ದೇಶದೊಂದಿಗೆ ಹಮ್ಮಿಕೊಳ್ಳಲಾಗಿದೆ ಎಂದಿದ್ದಾರೆ. ಮೊದಲ ಹಂತದಲ್ಲಿ ಸಮೀಕ್ಷೆಗೆ ಸಂಬಂಧಿಸಿದ ಪೂರ್ವಭಾವಿ ಕೆಲಸಗಳಾಗಿ ರಾಜ್ಯದ ಎಲ್ಲ ಮನೆ ಪಟ್ಟಿ ಮತ್ತು ಮನೆಗಳ ನಕ್ಷೆ (ಮ್ಯಾಪಿಂಗ್) ಸಿದ್ಧಪಡಿಸುವ ಕಾರ್ಯವನ್ನು ಒಳಗೊಂಡಿರುತ್ತದೆ. ರಾಜ್ಯದಲ್ಲಿರುವ ಎಲ್ಲಾ ಮನೆಗಳ ಸಂಖ್ಯೆಯನ್ನು ಎಣಿಕೆ, ಅನುಕ್ರಮ ಸಂಖ್ಯೆಗಳನ್ನು ನೀಡುವುದು ಮತ್ತು ಮ್ಯಾಪಿಂಗ್ ಮಾಡುವ ಕೆಲಸವನ್ನು ಮಾಡಲಾಗುತ್ತದೆ. ರಾಜ್ಯದಾದ್ಯಂತ ಎಲ್ಲಾ ವಾಸದ ಮನೆಗಳಿಗೆ ವಿದ್ಯುತ್ ಸಂಪರ್ಕ ಕಲ್ಪಿಸಲಾಗಿರುವುದರಿಂದ ವಾಸದ ಮನೆಗಳಿಗೆ ಆರ್. ಆರ್. ಮೀಟರ್ ಆಧಾರದ ಮೇಲೆ ಮನೆಗಳನ್ನು ಗುರುತಿಸಿ ಅವುಗಳ ಜಿಯೋ ಟ್ಯಾಗಿಂಗ್ ಮಾಡುವುದರಿಂದ ಯಾವುದೇ ಮನೆಗಳು ಸಮೀಕ್ಷಾ ವ್ಯಾಪ್ತಿಯಿಂದ ಹೊರಗುಳಿಯುವುದಿಲ್ಲ. ಇದರಿಂದ ಎರಡನೇ ಹಂತದಲ್ಲಿ ಸಮೀಕ್ಷೆಯ ಕಾರ್ಯವನ್ನು ವ್ಯವಸ್ಥಿತವಾಗಿ ಮತ್ತು ವ್ಯಾಪಕವಾಗಿ ಕಾರ್ಯ ಗತಗೊಳಿಸಲು ಅನುಕೂಲವಾಗುತ್ತದೆ. ಎರಡನೇ ಹಂತದ ಸಮೀಕ್ಷೆಯ ಕಾರ್ಯವನ್ನು ದಸರಾ ರಜೆಯ ಅವಧಿಯಲ್ಲಿ 22 ನೇ ಸೆಪ್ಟೆಂಬರ್ ರಿಂದ 7 ನೇ ಅಕ್ಟೋಬರ್ 2025 ರವರೆಗೆ ನಡೆಸಲು ಗುರಿ ಹೊಂದಲಾಗಿದೆ. ಈ ಸಮಯದಲ್ಲಿ ಶಾಲಾ ರಜಾದಿನಗಳು ಇರುವುದರಿಂದ ಸಮೀಕ್ಷೆ ಕಾರ್ಯಕ್ಕೆ ಪೂರಕವಾಗುತ್ತದೆ. (400, 1414, 628, 2129)
missing-woman-title-1: ಮಹಿಳೆ ಕಾಣೆ: ಪತ್ತೆಗೆ (1231, 2182, 1387, 2209)
chairman-photo (641, 1394, 872, 1602)
crop-insurance-body (1126, 802, 1493, 1280)
child-abuse-kicker: ಪೋಕ್ಸೋ ಕಾಯ್ದೆ ಅನುಷ್ಠಾನ; ಕಲಬುರಗಿ ವಿಭಾಗೀಯ ಮಟ್ಟದ ಸಮಾಲೋಚನಾ ಸಭೆಯಲ್ಲಿ ಜಪಂ ಸಿಇಒ ಅಭಿಮತ (451, 52, 1054, 71)
section-divider (1121, 1284, 1497, 1286)
paragraph: ಅಶ್ವಗಳಲ್ಲಿ ಅಮೃತಮಥನದಲ್ಲಿ ಹುಟ್ಟಿದ ಉಚ್ಚೈಃಶ್ರವಸು ನಾನು. ಆನೆಗಳಲ್ಲಿ ಐರಾವತವು ನಾನು. ಮನುಷ್ಯರಲ್ಲಿ ರಾಜನು ನಾನು. (14, 648, 376, 685)
issue-date: ಮಂಗಳವಾರ 26-08-2025 (11, 5, 243, 30)
paragraph: ಅರ್ಜಿ ಸಲ್ಲಿಸಿದ ಒಂದು ರೂಪಾಯಿ ಪ್ರತಿಯನ್ನು ಅಗತ್ಯ ದಾಖಲಾತಿಗಳೊಂದಿಗೆ ಜಿಲ್ಲಾ ಅಂಗವಿಕಲರ ಕಲ್ಯಾಣಾಧಿಕಾರಿಗಳ ಕಚೇರಿ, ನಗರಾಭಿವೃದ್ಧಿ ಪ್ರಾಧಿಕಾರ ಕಾರ್ಯಾಲಯ ಆವರಣ, ಕೊಠಡಿ ಸಂಖ್ಯೆ 31,32 ಜಿಯೋ ಪೆಟ್ರೋಲ್ ಬಂಕ್ ಎದುರುಗಡೆ ಹೊಸಪೇಟೆ ರಸ್ತೆ, ಕೊಪ್ಪಳ ಕಚೇರಿಗೆ ಸಲ್ಲಿಸಬೇಕು. (14, 1891, 376, 1970)
meeting-photo (400, 191, 1109, 399)
child-abuse-col-1: ಬಳ್ಳಾರಿ: ಮಕ್ಕಳ ಮೇಲಿನ ದೌರ್ಜನ್ಯಗಳನ್ನು ತಡೆಗಟ್ಟಲು ವಿವಿಧ ಇಲಾಖೆಗಳ ಪರಸ್ಪರ ಸಹಕಾರ ಮತ್ತು ಸಮನ್ವಯತೆಯಿಂದ ಕಾರ್ಯನಿರ್ವಹಿಸಬೇಕು ಎಂದು ಜಿಲ್ಲಾ ಪಂಚಾಯತ್ ಮುಖ್ಯ ಕಾರ್ಯನಿರ್ವಾಹಕ ಅಧಿಕಾರಿ ಮಹಮ್ಮದ್ ಹಾರಿಸ್ ಸುಮೇರ್ ಅವರು ಹೇಳಿದರು. ಶನಿವಾರ, ನಗರದ ಜಿಲ್ಲಾ ಪಂಚಾಯತ್ ನಜೀರ್ ಸಾಬ್ ಸಭಾಂಗಣದಲ್ಲಿ ಮಕ್ಕಳ ರಕ್ಷಣಾ ನಿರ್ದೇಶನಾಲಯ, ಬೆಂಗಳೂರು, ಜಿಲ್ಲಾಡಳಿತ, ಜಿಲ್ಲಾ ಪಂಚಾಯತ್, ಜಿಲ್ಲಾ ಕಾನೂನು ಸೇವಾಗಳ ಪ್ರಾಧಿಕಾರ, ಮಹಿಳಾ ಮತ್ತು ಮಕ್ಕಳ ಅಭಿವೃದ್ಧಿ ಇಲಾಖೆ, ಜಿಲ್ಲಾ ಮಕ್ಕಳ ರಕ್ಷಣಾ ಘಟಕ, ಬಳ್ಳಾರಿ ಮತ್ತು ಎನ್‌ಫೋರ್ಸ್ಡ್ ಪ್ರೊಟೆಕ್ಟಿವ್ ಹೆಲ್ಪ್ ಟ್ರಸ್ಟ್, ಬೆಂಗಳೂರು ಇವರ ಸಂಯುಕ್ತಾಶ್ರಯದಲ್ಲಿ ಕಲಬುರಗಿ ವಿಭಾಗದ ಬಳ್ಳಾರಿ, ವಿಜಯನಗರ, ಕೊಪ್ಪಳ, ರಾಯಚೂರು, ಯಾದಗಿರಿ, ಕಲಬುರಗಿ ಮತ್ತು ಬೀದರ್ ಜಿಲ್ಲೆಗಳ ಜಿಲ್ಲಾ ಮಕ್ಕಳ ರಕ್ಷಣಾಧಿಕಾರಿಗಳು, ಮಕ್ಕಳ ಕಲ್ಯಾಣ ಸಮಿತಿಯ ಅಧ್ಯಕ್ಷರು, ವಿಶೇಷ ಮಕ್ಕಳ ಪೊಲೀಸ್ ಘಟಕ, ಸರ್ಕಾರಿ ಅಭಿಯೋಜಕರು, ವೈದ್ಯಾಧಿಕಾರಿಗಳು, ಬಾಲನ್ಯಾಯಮಂಡಳಿ ಸದಸ್ಯರು ಹಾಗೂ ಸ್ವಯಂ ಸೇವಾ ಸಂಸ್ಥೆಗಳ ಪ್ರತಿನಿಧಿಗಳಿಗೆ ಹಮ್ಮಿಕೊಂಡಿದ್ದ ಒಂದು ದಿನದ ಸಮಾಲೋಚನಾ ಸಭೆ ಉದ್ಘಾಟಿಸಿ ಅವರು ಮಾತನಾಡಿದರು. ಕಾನೂನು ಸೇವಾಗಳ ಪ್ರಾಧಿಕಾರದ ಇಲಾಖೆಗಳು ಸ'ಹ'ಭ'ಾ'ಗ'ಿ'ತ್ವದಲ್ಲಿ ಕಾರ್ಯನಿರ್ವಹಿಸುತ್ತಿವೆ. ಗ್ರಾಮ ಪಂಚಾಯತ್ ಮಟ್ಟದಲ್ಲಿ ಮಹಿಳಾ ಮತ್ತು ಮಕ್ಕಳ ಕಾವಲು ಸಮಿತಿಗಳ ರಚನೆಯನ್ನು ಮಾಡಿ, ಅವುಗಳ ಸಕ್ರಿಯವಾಗಿ ಕಾರ್ಯನಿರ್ವಹಿಸಬೇಕೆಂದು ಹೇಳಿದರು. ಸ್ಥಳೀಯ ಪಂಚಾಯತಿಯ ಸಂಬಂಧಿತ (400, 427, 628, 1015)
verse-line: ನರಾಣಾಂ ಚ ನರಾಧಿಪಮ್ || 10-27|| (47, 226, 343, 251)
power-cut-title-3: ವ್ಯಾಪ್ತಿಯಲ್ಲಿ ವಿದ್ಯುತ್ ವ್ಯತ್ಯಯ (1177, 140, 1442, 172)
gita-title: ಭಗವದ್ಗೀತಾ ಮಹಾತ್ಮೆ (59, 61, 331, 107)
page-number: ಪುಟ-2 (1414, 5, 1470, 30)
disabled-welfare-title: ವಿಕಲಚೇತನರ ಇಲಾಖೆ: ವಿವಿಧ ಯೋಜನೆಗಳಡಿ ಅರ್ಜಿ ಆಹ್ವಾನ (45, 1404, 347, 1485)
paragraph: ಕೊಪ್ಪಳ : 2025-26ನೇ ಸಾಲಿನಲ್ಲಿ ಕರ್ನಾಟಕ ರೈತ ಸುರಕ್ಷಾ ಪ್ರಧಾನ ಮಂತ್ರಿ ಫಸಲ್ ಬಿಮಾ ಯೋಜನೆಯಡಿ ಮುಂಗಾರು ಹಂಗಾಮಿನಲ್ಲಿ ಬೆಳೆ ಕಟಾವಿನ ನಂತರ ಹಾಗೂ ಸ್ಥಳ ನಿರ್ದಿಷ್ಟ ವಿಕೋಪಗಳಿಂದ ಬೆಳೆ ನಷ್ಟವಾದಲ್ಲಿ ಟೋಲ್ ಫ್ರೀ ಸಂಖ್ಯೆಗೆ ಕರೆ ಮಾಡಿ ದೂರು ಸಲ್ಲಿಸುವಂತೆ ಜಂಟಿ ಕೃಷಿ ನಿರ್ದೇಶಕರು ತಿಳಿಸಿದ್ದಾರೆ. (1126, 805, 1493, 884)
paragraph: ಮುಂಗಾರು ಹಂಗಾಮಿನಲ್ಲಿ ಕಟಾವಿನ ನಂತರ ಬೆಳೆಯನ್ನು ಜಮೀನಿನಲ್ಲಿ ಒಣಗಲು ಬಿಟ್ಟ ಸಂದರ್ಭದಲ್ಲಿ ಕಟಾವು ಕೈಗೊಂಡು ಎರಡು ವಾರದೊಳಗಾಗಿ ಚಂಡಮಾರುತ ಸಹಿತ ಮಳೆ ಹಾಗೂ ಅಕಾಲಿಕ ಮಳೆಯಿಂದ ಬೆಳೆ ನಷ್ಟವಾದರೆ ರೈತರು ನೇರವಾಗಿ ವಿಮಾ ಸಂಸ್ಥೆಯ ಟೋಲ್ ಫ್ರೀ ಸಂಖ್ಯೆ 18002093536 ಗೆ ಕರೆ ಮಾಡಿ ದೂರು ಸಲ್ಲಿಸಬಹುದು. ಅದೇ ರೀತಿ ಸ್ಥಳ ನಿರ್ದಿಷ್ಟ ಪ್ರಕೃತಿ ವಿಕೋಪಗಳಾದ ಅತಿಯಾದ ಮಳೆ, ಬೆಳೆ ಮುಳುಗಡೆ, ಆಲಿಕಲ್ಲು ಮಳೆ, ಭೂ ಕುಸಿತ ಇಂತಹ ಅವಘಡಗಳಿಂದ ಬೆಳೆ ನಷ್ಟವಾದರೆ ಅವಘಡ ಸಂಭವಿಸಿದ 72 ಗಂಟೆಯೊಳಗಾಗಿ ರೈತರು ಎಸ್‌ಬಿಐ ಜನರಲ್ ವಿಮಾ ಸಂಸ್ಥೆಯ ಟೋಲ್ ಫ್ರೀ ಸಂಖ್ಯೆ 18002093536 ಗೆ ಕರೆ ಮಾಡಿ ದೂರು ಸಲ್ಲಿಸಲು ಕೋರಿದೆ. (1126, 892, 1493, 1077)
paragraph: 110/11 ಕೆ.ವಿ ಚಿಲಕಮುಖಿ ಸ್ಟೇಷನ್‌ಗೆ ಒಳಪಡುವ ಎಫ್-1 ವೆಂಕಟಾಪುರ, ಎಫ್-2 ಹಾಸಗಲ್, ಎಫ್-3 ಹಿರೇಸಿಂಧೋಗಿ, ಎಫ್-4 ಹಾಸಗಲ್, ಎಫ್-5 ಶಿವಗಂಗಾಪುರ, ಎಫ್-7 ಕೊಡದಾಳ್, ಎಫ್-8 ಚಿಲಕಮುಖಿ, ಎಫ್-9 ಐರನ್‌ಕಲ್ಲಾಪುರ, ಎಫ್-10 ಗೋನಾಳ, ಎಫ್-11 ಜಿನ್ನಾಪೂರ ಈ ಎಲ್ಲಾ ಫೀಡರ್‌ಗಳ 11 ಕೆವಿ ಮಾರ್ಗಗಳು ಹಾಗೂ 33 ಕೆ.ವಿ ಹಿರೇಬೊಮ್ಮನಾಳ ಸ್ಟೇಷನ್‌ಗೆ ಒಳಪಡುವ ಎಫ್-1 ಹಿರೇಬೊಮ್ಮನಾಳ, ಎಫ್-2 ಗಂಗನಾಳ, ಎಫ್-3 ಚಿಕ್ಕಬೊಮ್ಮನಾಳ ಮತ್ತು ಎಫ್-4 ಚಳ್ಳಾರಿ ಈ ಎಲ್ಲಾ ಫೀಡರ್‌ಗಳ ಮಾರ್ಗಗಳಲ್ಲಿ ಆ.26ರ ಮಂಗಳವಾರ ಬೆಳಿಗ್ಗೆ 9 ಗಂಟೆಯಿಂದ ಸಾಯಂಕಾಲ 4 ಗಂಟೆಯವರೆಗೆ ವಿದ್ಯುತ್ ವ್ಯತ್ಯಯವಾಗಲಿದ್ದು, ಸಾರ್ವಜನಿಕರು ಸಹಕರಿಸಬೇಕು. (1126, 317, 1493, 502)
power-cut-body (1126, 185, 1493, 716)
paragraph: ಅರ್ಹ ವಿಕಲಚೇತನ ಫಲಾನುಭವಿಗಳು ಆನ್‌ಲೈನ್ ಸೇವಾಸಿಂಧು ತಂತ್ರಾಂಶದ ಮೂಲಕ ಗ್ರಾಮ ಒನ್, ಕರ್ನಾಟಕ ಒನ್, ಬೆಂಗಳೂರು ಒನ್ ಹಾಗೂ ಸೈಬರ್ ಸೆಂಟರ್‌ಗಳ ಮೂಲಕ ಅಥವಾ ವೆಬ್‌ಸೈಟ್ https://sevasindhu.karnataka.gov.in/Sevasindhu/Kannada ಪೋರ್ಟಲ್‌ನಲ್ಲಿ ಸೆಪ್ಟೆಂಬರ್ 30 ರೊಳಗೆ ಅರ್ಜಿಯನ್ನು ಸಲ್ಲಿಸಬಹುದು. (14, 1782, 401, 1883)
unknown-body-title-2: ವಾರಸುದಾರರ ಪತ್ತೆಗೆ ಮನವಿ (1182, 1337, 1436, 1368)
verse-line: ವಿದ್ಧಿ ಮಾಮಮೃತೋದ್ಭವಮ್| (90, 155, 300, 180)
child-abuse-col-3: ದೇವಿ ಅವರು ಪ್ರಾಸ್ತಾವಿಕವಾಗಿ ಮಾತನಾಡಿ, ಮಕ್ಕಳ ರಕ್ಷಣೆ ಮತ್ತು ಅಭಿವೃದ್ಧಿಗಾಗಿ ಹಲವಾರು ಕಾರ್ಯಕ್ರಮಗಳ ಮೂಲಕ ಎಲ್ಲಾ ಇಲಾಖೆಯು ಶ್ರಮಿಸುತ್ತಿದ್ದರೂ, ಇನ್ನೂ ಮಕ್ಕಳ ಮೇಲೆ ದೌರ್ಜನ್ಯ, ಮಕ್ಕಳ ಹಕ್ಕುಗಳ ಉಲ್ಲಂಘನೆಯಾಗುತ್ತಿವೆ. ಮುಖ್ಯವಾಗಿ ಹೆಣ್ಣು ಮಕ್ಕಳ ಮೇಲೆ ಲೈಂಗಿಕ ದೌರ್ಜನ್ಯಗಳು ನಡೆಯುತ್ತಿರುವುದರಿಂದ ಇವುಗಳನ್ನು ತಡೆಗಟ್ಟಲು ಮತ್ತು ಸಂತ್ರಸ್ತರಿಗೆ ತುರ್ತಾಗಿ ನೆರವು ನೀಡುವಲ್ಲಿ ಎಲ್ಲಾ ಸಂಬಂಧಿಸಿದ ಅಧಿಕಾರಿಗಳು ಕಾರ್ಯನಿರ್ವಹಿಸುವುದು ಅವಶ್ಯಕವಾಗಿದೆ ಎಂದು ತಿಳಿಸಿದರು. ಎನ್‌ಫೋರ್ಸ್ ಸಂಸ್ಥೆಯ ಮುಖ್ಯಸ್ಥರಾದ ಸುಶಿ ಕುಮಾರ್ ಪೋಕ್ಸೋ ಕಾಯ್ದೆಯ ಸಂಪನ್ಮೂಲ ವ್ಯಕ್ತಿಗಳಾಗಿ ಪೋಕ್ಸೋ ಕಾರ್ಯಾಗಾರದ ಉದ್ದೇಶವನ್ನು ತಿಳಿಸಿಕೊಟ್ಟರು. ಜಿಲ್ಲಾ ಮಕ್ಕಳ ರಕ್ಷಣಾ ಘಟಕದ ಮಕ್ಕಳ ರಕ್ಷಣಾಧಿಕಾರಿ ಸಿಂಧೂರಾಣಿ ನಿರೂಪಿಸಿದರು. ಈಶ್ವರ್ ರಾವ್ ಸ್ವಾಗತಿಸಿದರು. ಪಕ್ಕೀರಪ್ಪ ವಂದಿಸಿದರು. ಈ ಸಂದರ್ಭದಲ್ಲಿ ಜಿಲ್ಲಾ ಪೊಲೀಸ್ ವರಿಷ್ಠಾಧಿಕಾರಿ ನಂದಗೌಡ, ಉಪ ಪೊಲೀಸ್ ಅಧೀಕ್ಷಕ ಚಂದ್ರಕಾಂತ್ ನಂದಾರೆಡ್ಡಿ, ಮಕ್ಕಳ ಕಲ್ಯಾಣ ಸಮಿತಿಯ ಅಧ್ಯಕ್ಷರಾದ ವಿಜಯಲಕ್ಷ್ಮಿ ಮೈದೂರು, ಜಿಲ್ಲಾ ಆರೋಗ್ಯಾಧಿಕಾರಿ ಡಾ.ಯಲ್ಲಾ ರಮೇಶಬಾಬು ಸೇರಿದಂತೆ ಜಿಲ್ಲಾ ಮಕ್ಕಳ ರಕ್ಷಣಾ ಘಟಕ ಮತ್ತು ವಿವಿಧ ಸಹಾಯವಾಣಿ ಸಿಬ್ಬಂದಿಗಳು, ಎನ್‌ಫೋರ್ಸ್ ಸಂಸ್ಥೆಯ ಸಿಬ್ಬಂದಿಗಳು, ಸ್ವಯಂಸೇವಾ ಸಂಸ್ಥೆಗಳ ಮುಖ್ಯಸ್ಥರು ಹಾಗೂ ವಿವಿಧ ಜಿಲ್ಲೆಗಳಿಂದ ಆಗಮಿಸಿದ್ದ ಸುಮಾರು 80ಕ್ಕೂ ಹೆಚ್ಚು ಅಧಿಕಾರಿ ಮತ್ತು ಸಿಬ್ಬಂದಿಗಳು ಉಪಸ್ಥಿತರಿದ್ದರು. (881, 407, 1109, 952)
child-abuse-byline: ಹೊಸಪೇಟೆ ಟೈಮ್ಸ್ ನ್ಯೂಸ್ (400, 405, 514, 420)
section-divider (1121, 2176, 1497, 2178)
